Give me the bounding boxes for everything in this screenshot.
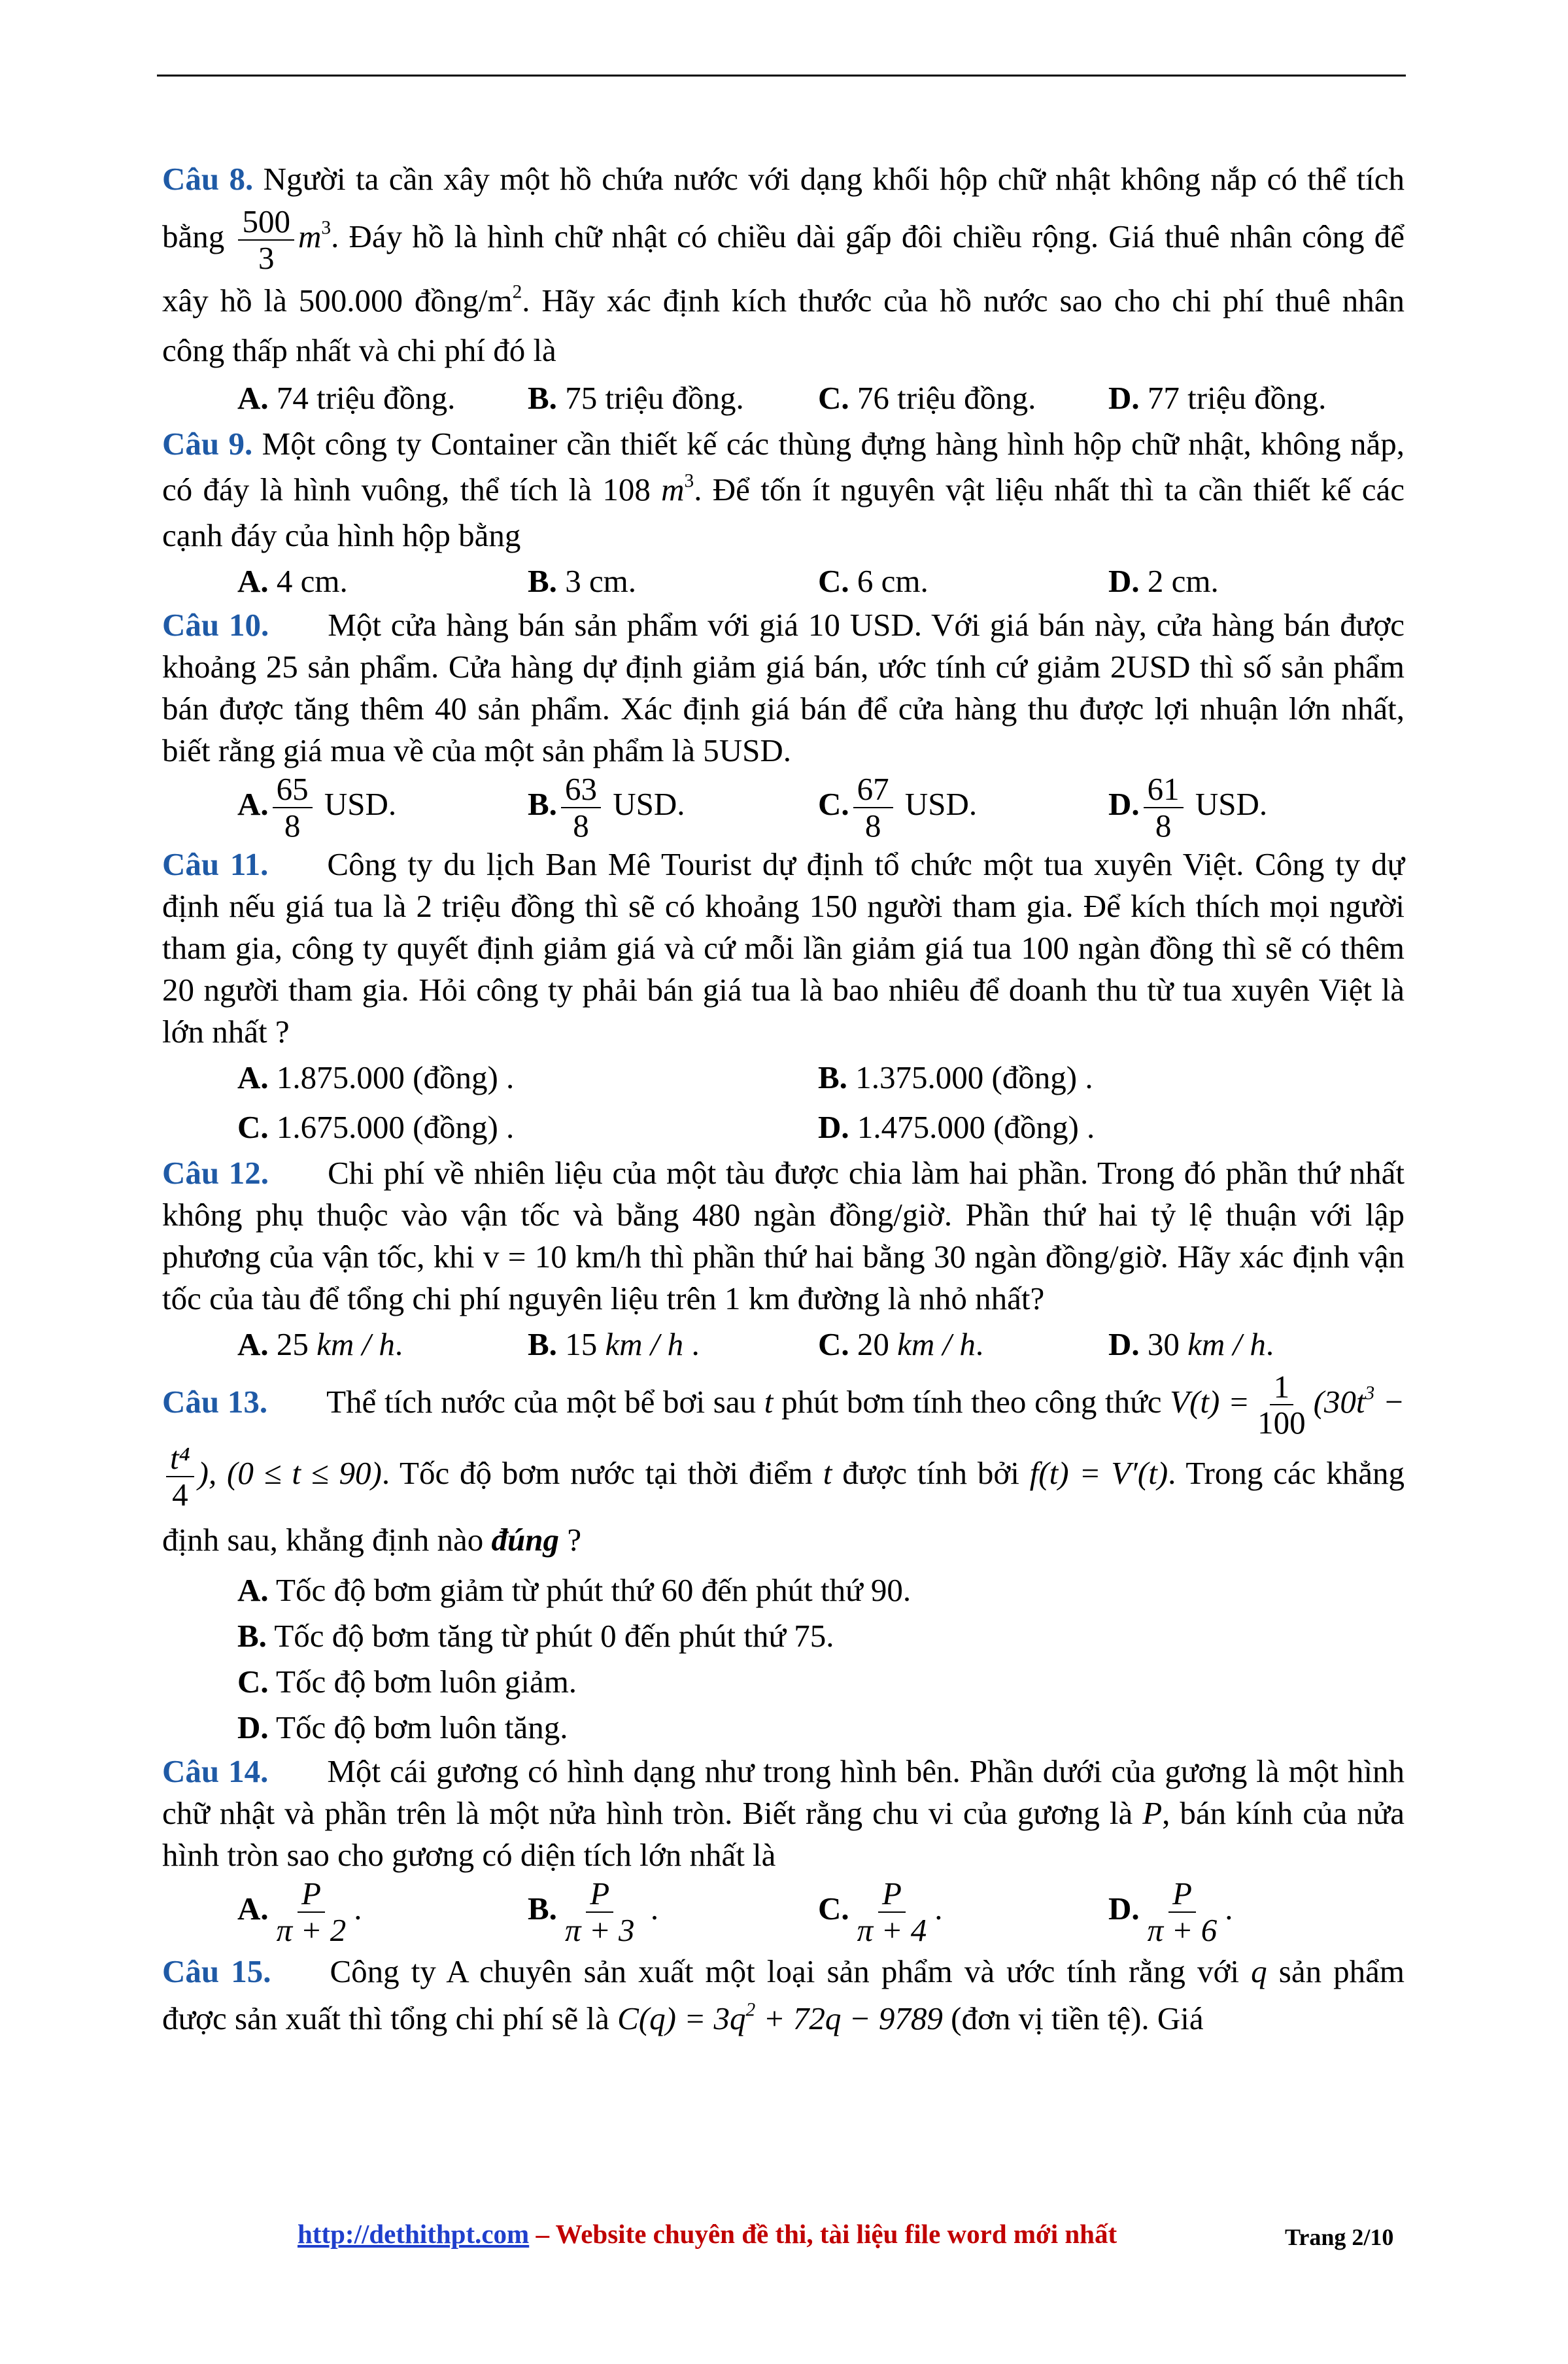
question-12 bbox=[162, 1152, 1405, 1369]
option-d[interactable]: D. Tốc độ bơm luôn tăng. bbox=[237, 1709, 568, 1746]
answer-options bbox=[162, 1876, 1405, 1948]
question-number: Câu 8. bbox=[162, 161, 254, 197]
option-c[interactable]: C. 76 triệu đồng. bbox=[818, 379, 1036, 416]
fraction: $\frac{61}{8}$ bbox=[1144, 772, 1184, 844]
fraction: $\frac{P}{\pi + 2}$ bbox=[276, 1876, 347, 1949]
fraction: $\frac{65}{8}$ bbox=[273, 772, 313, 844]
website-link[interactable]: http://dethithpt.com bbox=[298, 2219, 530, 2249]
page-footer bbox=[298, 2218, 1409, 2250]
option-a[interactable]: A. Tốc độ bơm giảm từ phút thứ 60 đến phút thứ 90. bbox=[237, 1572, 912, 1609]
question-14: Câu 14. Một cái gương có hình dạng như trong hình bên. Phần dưới của gương là một hình chữ nhật và phần trên là một nửa hình tròn. Biết rằng chu vi của gương là P, bán kính của nửa hình tròn sao cho gương có diện tích lớn nhất là A. $\frac{P}{\pi + 2}$ . B. $\frac{P}{\pi + 3}$ . C. $\frac{P}{\pi + 4}$ . D. $\frac{P}{\pi + 6}$ . bbox=[162, 1753, 1405, 1949]
fraction: $\frac{67}{8}$ bbox=[853, 772, 893, 844]
answer-options bbox=[162, 558, 1405, 604]
fraction: $\frac{P}{\pi + 3}$ bbox=[564, 1876, 635, 1949]
question-number: Câu 14. bbox=[162, 1753, 269, 1790]
option-d[interactable]: D. $\frac{P}{\pi + 6}$ . bbox=[1108, 1876, 1233, 1949]
question-number: Câu 13. bbox=[162, 1383, 268, 1420]
option-b[interactable]: B. 1.375.000 (đồng) . bbox=[818, 1059, 1093, 1095]
question-number: Câu 15. bbox=[162, 1953, 271, 1989]
option-a[interactable]: A. 74 triệu đồng. bbox=[237, 379, 456, 416]
option-c[interactable]: C. $\frac{67}{8}$ USD. bbox=[818, 770, 978, 844]
option-d[interactable]: D. 1.475.000 (đồng) . bbox=[818, 1108, 1095, 1145]
question-number: Câu 9. bbox=[162, 425, 253, 462]
option-b[interactable]: B. Tốc độ bơm tăng từ phút 0 đến phút thứ 75. bbox=[237, 1618, 834, 1654]
option-d[interactable]: D. 77 triệu đồng. bbox=[1108, 379, 1327, 416]
option-a[interactable]: A. 1.875.000 (đồng) . bbox=[237, 1059, 515, 1095]
fraction: $\frac{63}{8}$ bbox=[561, 772, 601, 844]
option-a[interactable]: A. $\frac{65}{8}$ USD. bbox=[237, 770, 397, 844]
question-text: Công ty du lịch Ban Mê Tourist dự định tổ chức một tua xuyên Việt. Công ty dự định nếu giá tua là 2 triệu đồng thì sẽ có khoảng 150 người tham gia. Để kích thích mọi người tham gia, công ty quyết định giảm giá và cứ mỗi lần giảm giá tua 100 ngàn đồng thì sẽ có thêm 20 người tham gia. Hỏi công ty phải bán giá tua là bao nhiêu để doanh thu từ tua xuyên Việt là lớn nhất ? bbox=[162, 846, 1405, 1050]
option-a[interactable]: A. 4 cm. bbox=[237, 562, 348, 599]
option-b[interactable]: B. $\frac{P}{\pi + 3}$ . bbox=[528, 1876, 659, 1949]
question-number: Câu 10. bbox=[162, 606, 269, 643]
question-9: Câu 9. Một công ty Container cần thiết kế các thùng đựng hàng hình hộp chữ nhật, không nắp, có đáy là hình vuông, thể tích là 108 $m^3$. Để tốn ít nguyên vật liệu nhất thì ta cần thiết kế các cạnh đáy của hình hộp bằng A. 4 cm. B. 3 cm. C. 6 cm. D. 2 cm. bbox=[162, 421, 1405, 604]
option-c[interactable]: C. $\frac{P}{\pi + 4}$ . bbox=[818, 1876, 943, 1949]
footer-tagline: – Website chuyên đề thi, tài liệu file word mới nhất bbox=[529, 2219, 1117, 2249]
question-text: Một cửa hàng bán sản phẩm với giá 10 USD. Với giá bán này, cửa hàng bán được khoảng 25 sản phẩm. Cửa hàng dự định giảm giá bán, ước tính cứ giảm 2USD thì số sản phẩm bán được tăng thêm 40 sản phẩm. Xác định giá bán để cửa hàng thu được lợi nhuận lớn nhất, biết rằng giá mua về của một sản phẩm là 5USD. bbox=[162, 606, 1405, 768]
option-b[interactable]: B. 15 km / h . bbox=[528, 1326, 700, 1362]
option-c[interactable]: C. 1.675.000 (đồng) . bbox=[237, 1108, 515, 1145]
option-d[interactable]: D. 30 km / h. bbox=[1108, 1326, 1274, 1362]
question-text: Chi phí về nhiên liệu của một tàu được chia làm hai phần. Trong đó phần thứ nhất không phụ thuộc vào vận tốc và bằng 480 ngàn đồng/giờ. Phần thứ hai tỷ lệ thuận với lập phương của vận tốc, khi v = 10 km/h thì phần thứ hai bằng 30 ngàn đồng/giờ. Hãy xác định vận tốc của tàu để tổng chi phí nguyên liệu trên 1 km đường là nhỏ nhất? bbox=[162, 1154, 1405, 1316]
question-text: Một công ty Container cần thiết kế các thùng đựng hàng hình hộp chữ nhật, không nắp, có đáy là hình vuông, thể tích là 108 bbox=[162, 425, 1405, 507]
question-15: Câu 15. Công ty A chuyên sản xuất một loại sản phẩm và ước tính rằng với q sản phẩm được sản xuất thì tổng chi phí sẽ là $C(q) = 3q^2 + 72q - 9789$ (đơn vị tiền tệ). Giá bbox=[162, 1953, 1405, 2036]
question-list bbox=[162, 154, 1405, 2042]
option-b[interactable]: B. $\frac{63}{8}$ USD. bbox=[528, 770, 685, 844]
fraction: $\frac{P}{\pi + 4}$ bbox=[857, 1876, 927, 1949]
question-text: Người ta cần xây một hồ chứa nước với dạng khối hộp chữ nhật không nắp có thể tích bằng bbox=[162, 161, 1405, 255]
question-number: Câu 11. bbox=[162, 846, 269, 882]
option-c[interactable]: C. 6 cm. bbox=[818, 562, 929, 599]
option-c[interactable]: C. 20 km / h. bbox=[818, 1326, 984, 1362]
answer-options bbox=[162, 1053, 1405, 1103]
question-8: Câu 8. Người ta cần xây một hồ chứa nước với dạng khối hộp chữ nhật không nắp có thể tích bằng $\frac{500}{3}$ $m^3$. Đáy hồ là hình chữ nhật có chiều dài gấp đôi chiều rộng. Giá thuê nhân công để xây hồ là 500.000 đồng/$m^2$. Hãy xác định kích thước của hồ nước sao cho chi phí thuê nhân công thấp nhất và chi phí đó là A. 74 triệu đồng. B. 75 triệu đồng. C. 76 triệu đồng. D. 77 triệu đồng. bbox=[162, 154, 1405, 421]
option-d[interactable]: D. 2 cm. bbox=[1108, 562, 1219, 599]
question-text: Một cái gương có hình dạng như trong hình bên. Phần dưới của gương là một hình chữ nhật và phần trên là một nửa hình tròn. Biết rằng chu vi của gương là bbox=[162, 1753, 1405, 1832]
question-10 bbox=[162, 604, 1405, 844]
option-a[interactable]: A. 25 km / h. bbox=[237, 1326, 403, 1362]
fraction: $\frac{500}{3}$ bbox=[238, 204, 294, 276]
page-number: Trang 2/10 bbox=[1285, 2224, 1394, 2250]
question-text: Thể tích nước của một bể bơi sau bbox=[326, 1383, 757, 1420]
header-rule bbox=[157, 75, 1406, 77]
answer-options bbox=[162, 1320, 1405, 1369]
option-d[interactable]: D. $\frac{61}{8}$ USD. bbox=[1108, 770, 1268, 844]
question-11 bbox=[162, 844, 1405, 1152]
answer-options bbox=[162, 772, 1405, 844]
question-13: Câu 13. Thể tích nước của một bể bơi sau t phút bơm tính theo công thức V(t) = $\frac{1}{100}$ ($30t^3$ − $\frac{\text{t⁴}}{4}$ ), (0 ≤ t ≤ 90). Tốc độ bơm nước tại thời điểm t được tính bởi f(t) = V′(t). Trong các khẳng định sau, khẳng định nào đúng ? A. Tốc độ bơm giảm từ phút thứ 60 đến phút thứ 90. B. Tốc độ bơm tăng từ phút 0 đến phút thứ 75. C. Tốc độ bơm luôn giảm. D. Tốc độ bơm luôn tăng. bbox=[162, 1369, 1405, 1751]
answer-options bbox=[162, 1103, 1405, 1152]
volume-formula: V(t) = $\frac{1}{100}$ ($30t^3$ − $\frac{\text{t⁴}}{4}$ ) bbox=[162, 1384, 1405, 1492]
answer-options bbox=[162, 375, 1405, 421]
question-text: Công ty A chuyên sản xuất một loại sản phẩm và ước tính rằng với bbox=[330, 1953, 1240, 1989]
question-number: Câu 12. bbox=[162, 1154, 269, 1191]
cost-formula: $C(q) = 3q^2 + 72q - 9789$ bbox=[617, 1999, 943, 2036]
option-b[interactable]: B. 75 triệu đồng. bbox=[528, 379, 744, 416]
option-b[interactable]: B. 3 cm. bbox=[528, 562, 637, 599]
option-c[interactable]: C. Tốc độ bơm luôn giảm. bbox=[237, 1664, 577, 1700]
fraction: $\frac{P}{\pi + 6}$ bbox=[1147, 1876, 1218, 1949]
option-a[interactable]: A. $\frac{P}{\pi + 2}$ . bbox=[237, 1876, 362, 1949]
